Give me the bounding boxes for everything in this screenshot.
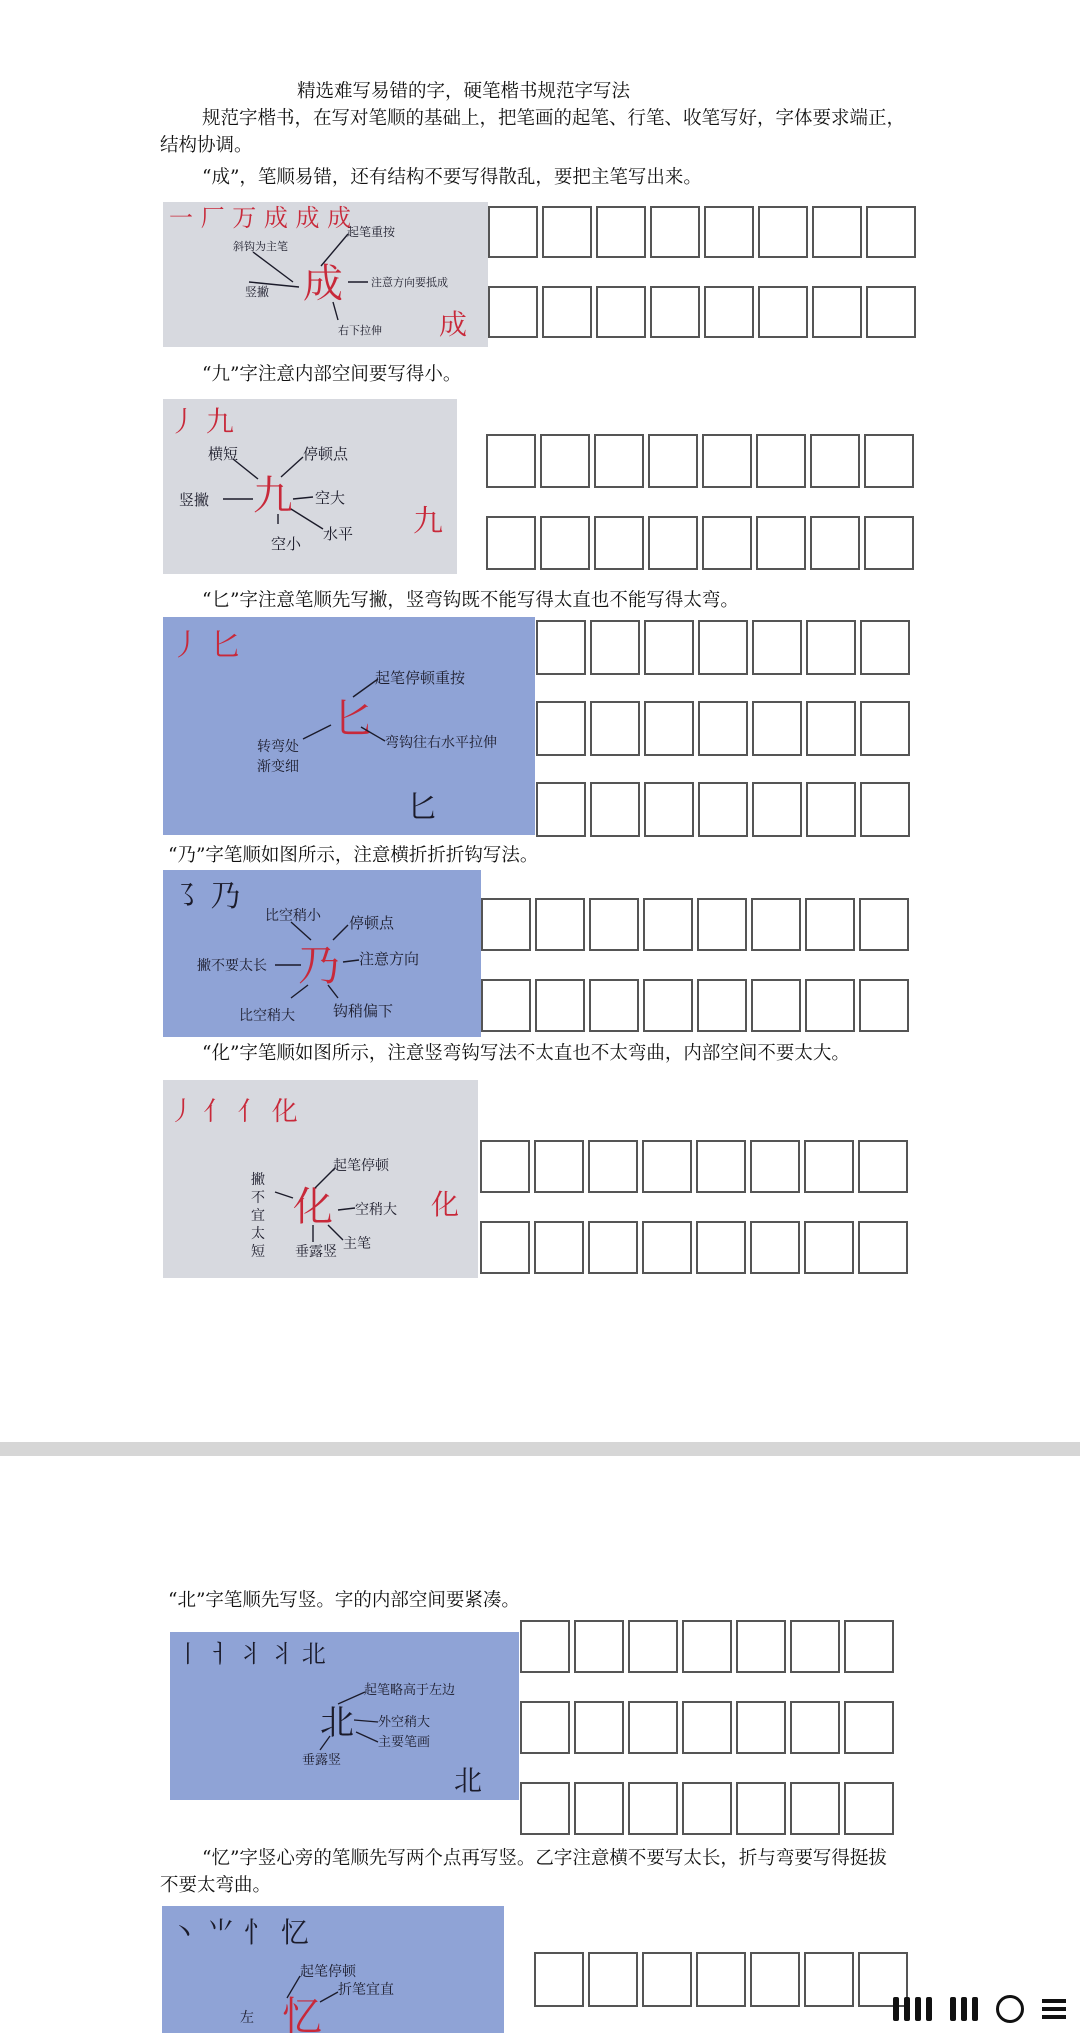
practice-box[interactable] — [844, 1620, 894, 1673]
practice-box[interactable] — [642, 1952, 692, 2007]
hua-reference-photo — [163, 1080, 478, 1278]
practice-box[interactable] — [756, 516, 806, 570]
practice-box[interactable] — [804, 1221, 854, 1274]
bi-instruction: “匕”字注意笔顺先写撇，竖弯钩既不能写得太直也不能写得太弯。 — [202, 590, 739, 611]
practice-box[interactable] — [698, 701, 748, 756]
practice-box[interactable] — [756, 434, 806, 488]
practice-box[interactable] — [486, 434, 536, 488]
practice-box[interactable] — [588, 1952, 638, 2007]
bi-label-3: 渐变细 — [257, 759, 299, 775]
bei-label-1: 起笔略高于左边 — [364, 1683, 456, 1698]
practice-box[interactable] — [642, 1221, 692, 1274]
hua-practice-grid — [480, 1140, 908, 1274]
jiu-label-2: 停顿点 — [303, 445, 349, 463]
practice-box[interactable] — [750, 1221, 800, 1274]
yi-label-1: 起笔停顿 — [300, 1964, 356, 1980]
practice-box[interactable] — [790, 1782, 840, 1835]
practice-box[interactable] — [750, 1952, 800, 2007]
jiu-small-char: 九 — [413, 504, 443, 539]
cheng-practice-grid — [488, 206, 916, 338]
hua-label-5: 太 — [251, 1226, 265, 1242]
cheng-stroke-order: 一 厂 万 成 成 成 — [169, 204, 352, 232]
practice-box[interactable] — [520, 1620, 570, 1673]
grid-view-icon[interactable] — [893, 1997, 932, 2021]
practice-box[interactable] — [520, 1701, 570, 1754]
nai-label-6: 钩稍偏下 — [333, 1002, 394, 1020]
yi-reference-photo — [162, 1906, 504, 2033]
practice-box[interactable] — [589, 979, 639, 1032]
hua-label-9: 主笔 — [343, 1236, 371, 1252]
practice-box[interactable] — [534, 1221, 584, 1274]
practice-box[interactable] — [648, 434, 698, 488]
practice-box[interactable] — [860, 782, 910, 837]
practice-box[interactable] — [736, 1620, 786, 1673]
bei-stroke-order: 丨 ㅓ 丬 丬 北 — [176, 1640, 326, 1668]
practice-box[interactable] — [751, 898, 801, 951]
practice-box[interactable] — [596, 206, 646, 258]
yi-label-3: 左 — [240, 2010, 254, 2026]
practice-box[interactable] — [574, 1701, 624, 1754]
bei-instruction: “北”字笔顺先写竖。字的内部空间要紧凑。 — [168, 1590, 520, 1611]
hua-label-1: 起笔停顿 — [333, 1158, 389, 1174]
practice-box[interactable] — [702, 434, 752, 488]
practice-box[interactable] — [534, 1952, 584, 2007]
practice-box[interactable] — [752, 782, 802, 837]
practice-box[interactable] — [859, 979, 909, 1032]
practice-box[interactable] — [844, 1782, 894, 1835]
practice-box[interactable] — [758, 206, 808, 258]
practice-box[interactable] — [642, 1140, 692, 1193]
hua-label-7: 空稍大 — [355, 1202, 397, 1218]
nai-label-3: 撇不要太长 — [197, 958, 267, 974]
practice-box[interactable] — [702, 516, 752, 570]
practice-box[interactable] — [644, 701, 694, 756]
practice-box[interactable] — [643, 979, 693, 1032]
cheng-label-1: 起笔重按 — [347, 225, 396, 239]
practice-box[interactable] — [486, 516, 536, 570]
hua-small-char: 化 — [431, 1188, 460, 1221]
nai-reference-photo — [163, 870, 481, 1037]
practice-box[interactable] — [812, 286, 862, 338]
jiu-label-4: 空大 — [315, 489, 346, 507]
practice-box[interactable] — [542, 206, 592, 258]
yi-label-2: 折笔宜直 — [338, 1982, 394, 1998]
bei-label-4: 主要笔画 — [378, 1735, 431, 1750]
practice-box[interactable] — [697, 979, 747, 1032]
practice-box[interactable] — [750, 1140, 800, 1193]
practice-box[interactable] — [644, 620, 694, 675]
bi-reference-photo — [163, 617, 535, 835]
practice-box[interactable] — [806, 701, 856, 756]
practice-box[interactable] — [594, 516, 644, 570]
cheng-label-4: 注意方向要抵成 — [371, 276, 448, 289]
practice-box[interactable] — [644, 782, 694, 837]
grid-view-icon[interactable] — [950, 1997, 978, 2021]
practice-box[interactable] — [536, 782, 586, 837]
cheng-reference-photo — [163, 202, 488, 347]
intro-paragraph-line2: 结构协调。 — [160, 135, 253, 156]
practice-box[interactable] — [698, 620, 748, 675]
practice-box[interactable] — [590, 620, 640, 675]
practice-box[interactable] — [596, 286, 646, 338]
practice-box[interactable] — [752, 701, 802, 756]
practice-box[interactable] — [806, 620, 856, 675]
nai-label-4: 注意方向 — [359, 950, 420, 968]
practice-box[interactable] — [480, 1221, 530, 1274]
practice-box[interactable] — [628, 1701, 678, 1754]
intro-paragraph-line1: 规范字楷书，在写对笔顺的基础上，把笔画的起笔、行笔、收笔写好，字体要求端正， — [202, 108, 906, 129]
practice-box[interactable] — [481, 898, 531, 951]
jiu-main-char: 九 — [253, 473, 293, 519]
practice-box[interactable] — [648, 516, 698, 570]
jiu-label-5: 空小 — [271, 535, 302, 553]
practice-box[interactable] — [864, 516, 914, 570]
cheng-small-char: 成 — [439, 308, 468, 341]
nai-main-char: 乃 — [298, 941, 341, 990]
practice-box[interactable] — [574, 1620, 624, 1673]
practice-box[interactable] — [844, 1701, 894, 1754]
hua-label-4: 宜 — [251, 1208, 265, 1224]
practice-box[interactable] — [736, 1701, 786, 1754]
practice-box[interactable] — [488, 206, 538, 258]
practice-box[interactable] — [859, 898, 909, 951]
nai-label-2: 停顿点 — [349, 914, 395, 932]
bi-small-char: 匕 — [407, 790, 437, 825]
practice-box[interactable] — [698, 782, 748, 837]
practice-box[interactable] — [682, 1782, 732, 1835]
practice-box[interactable] — [860, 701, 910, 756]
practice-box[interactable] — [682, 1701, 732, 1754]
practice-box[interactable] — [866, 206, 916, 258]
practice-box[interactable] — [812, 206, 862, 258]
hua-label-2: 撇 — [251, 1172, 265, 1188]
nai-label-1: 比空稍小 — [265, 908, 321, 924]
practice-box[interactable] — [589, 898, 639, 951]
practice-box[interactable] — [540, 434, 590, 488]
practice-box[interactable] — [542, 286, 592, 338]
practice-box[interactable] — [804, 1140, 854, 1193]
practice-box[interactable] — [628, 1620, 678, 1673]
practice-box[interactable] — [535, 979, 585, 1032]
nai-practice-grid — [481, 898, 909, 1032]
hua-label-3: 不 — [251, 1190, 265, 1206]
menu-icon[interactable] — [1042, 1999, 1066, 2019]
practice-box[interactable] — [590, 782, 640, 837]
page-separator — [0, 1442, 1080, 1456]
bei-practice-grid — [520, 1620, 894, 1835]
bei-reference-photo — [170, 1632, 519, 1800]
hua-main-char: 化 — [293, 1184, 333, 1230]
viewer-controls — [893, 1995, 1066, 2023]
cheng-instruction: “成”，笔顺易错，还有结构不要写得散乱，要把主笔写出来。 — [202, 167, 702, 188]
cheng-label-3: 竖撇 — [245, 285, 270, 299]
practice-box[interactable] — [866, 286, 916, 338]
bei-main-char: 北 — [320, 1703, 354, 1743]
bei-small-char: 北 — [454, 1764, 483, 1797]
practice-box[interactable] — [696, 1952, 746, 2007]
practice-box[interactable] — [697, 898, 747, 951]
circle-icon[interactable] — [996, 1995, 1024, 2023]
bi-label-4: 弯钩往右水平拉伸 — [385, 735, 497, 751]
practice-box[interactable] — [535, 898, 585, 951]
hua-label-6: 短 — [251, 1244, 265, 1260]
jiu-label-3: 竖撇 — [179, 491, 210, 509]
jiu-reference-photo — [163, 399, 457, 574]
practice-box[interactable] — [574, 1782, 624, 1835]
practice-box[interactable] — [751, 979, 801, 1032]
document-page-2 — [0, 1456, 1080, 2033]
practice-box[interactable] — [540, 516, 590, 570]
practice-box[interactable] — [682, 1620, 732, 1673]
practice-box[interactable] — [858, 1221, 908, 1274]
practice-box[interactable] — [752, 620, 802, 675]
practice-box[interactable] — [806, 782, 856, 837]
practice-box[interactable] — [804, 1952, 854, 2007]
nai-stroke-order: ㇌ 乃 — [171, 879, 241, 914]
nai-instruction: “乃”字笔顺如图所示，注意横折折折钩写法。 — [168, 845, 539, 866]
practice-box[interactable] — [696, 1221, 746, 1274]
yi-instruction-line1: “忆”字竖心旁的笔顺先写两个点再写竖。乙字注意横不要写太长，折与弯要写得挺拔 — [202, 1848, 887, 1869]
practice-box[interactable] — [481, 979, 531, 1032]
hua-instruction: “化”字笔顺如图所示，注意竖弯钩写法不太直也不太弯曲，内部空间不要太大。 — [202, 1043, 850, 1064]
practice-box[interactable] — [650, 286, 700, 338]
yi-main-char: 忆 — [282, 1994, 322, 2033]
practice-box[interactable] — [643, 898, 693, 951]
cheng-label-5: 右下拉伸 — [338, 324, 382, 337]
jiu-label-6: 水平 — [323, 525, 354, 543]
jiu-practice-grid — [486, 434, 914, 570]
practice-box[interactable] — [520, 1782, 570, 1835]
yi-instruction-line2: 不要太弯曲。 — [160, 1875, 272, 1896]
practice-box[interactable] — [628, 1782, 678, 1835]
practice-box[interactable] — [696, 1140, 746, 1193]
jiu-stroke-order: 丿 九 — [169, 405, 234, 438]
practice-box[interactable] — [810, 434, 860, 488]
practice-box[interactable] — [790, 1701, 840, 1754]
practice-box[interactable] — [590, 701, 640, 756]
nai-label-5: 比空稍大 — [239, 1008, 295, 1024]
practice-box[interactable] — [860, 620, 910, 675]
bei-label-3: 垂露竖 — [302, 1753, 342, 1768]
practice-box[interactable] — [488, 286, 538, 338]
bi-stroke-order: 丿 匕 — [171, 628, 241, 663]
yi-stroke-order: 丶 ⺌ 忄 忆 — [170, 1916, 309, 1949]
yi-practice-grid — [534, 1952, 908, 2007]
practice-box[interactable] — [588, 1140, 638, 1193]
practice-box[interactable] — [704, 286, 754, 338]
practice-box[interactable] — [736, 1782, 786, 1835]
bi-practice-grid — [536, 620, 910, 837]
practice-box[interactable] — [536, 620, 586, 675]
cheng-label-2: 斜钩为主笔 — [233, 240, 288, 253]
bi-label-1: 起笔停顿重按 — [375, 669, 466, 687]
practice-box[interactable] — [534, 1140, 584, 1193]
practice-box[interactable] — [805, 979, 855, 1032]
jiu-instruction: “九”字注意内部空间要写得小。 — [202, 364, 462, 385]
practice-box[interactable] — [810, 516, 860, 570]
bi-label-2: 转弯处 — [257, 739, 299, 755]
document-title: 精选难写易错的字，硬笔楷书规范字写法 — [297, 81, 631, 102]
practice-box[interactable] — [790, 1620, 840, 1673]
hua-stroke-order: 丿 亻 亻 化 — [169, 1097, 298, 1127]
hua-label-8: 垂露竖 — [295, 1244, 337, 1260]
practice-box[interactable] — [588, 1221, 638, 1274]
jiu-label-1: 横短 — [208, 445, 239, 463]
practice-box[interactable] — [594, 434, 644, 488]
cheng-main-char: 成 — [303, 261, 343, 307]
practice-box[interactable] — [480, 1140, 530, 1193]
bi-main-char: 匕 — [333, 696, 373, 742]
practice-box[interactable] — [858, 1140, 908, 1193]
practice-box[interactable] — [536, 701, 586, 756]
practice-box[interactable] — [805, 898, 855, 951]
practice-box[interactable] — [650, 206, 700, 258]
practice-box[interactable] — [864, 434, 914, 488]
bei-label-2: 外空稍大 — [378, 1715, 431, 1730]
practice-box[interactable] — [704, 206, 754, 258]
practice-box[interactable] — [758, 286, 808, 338]
